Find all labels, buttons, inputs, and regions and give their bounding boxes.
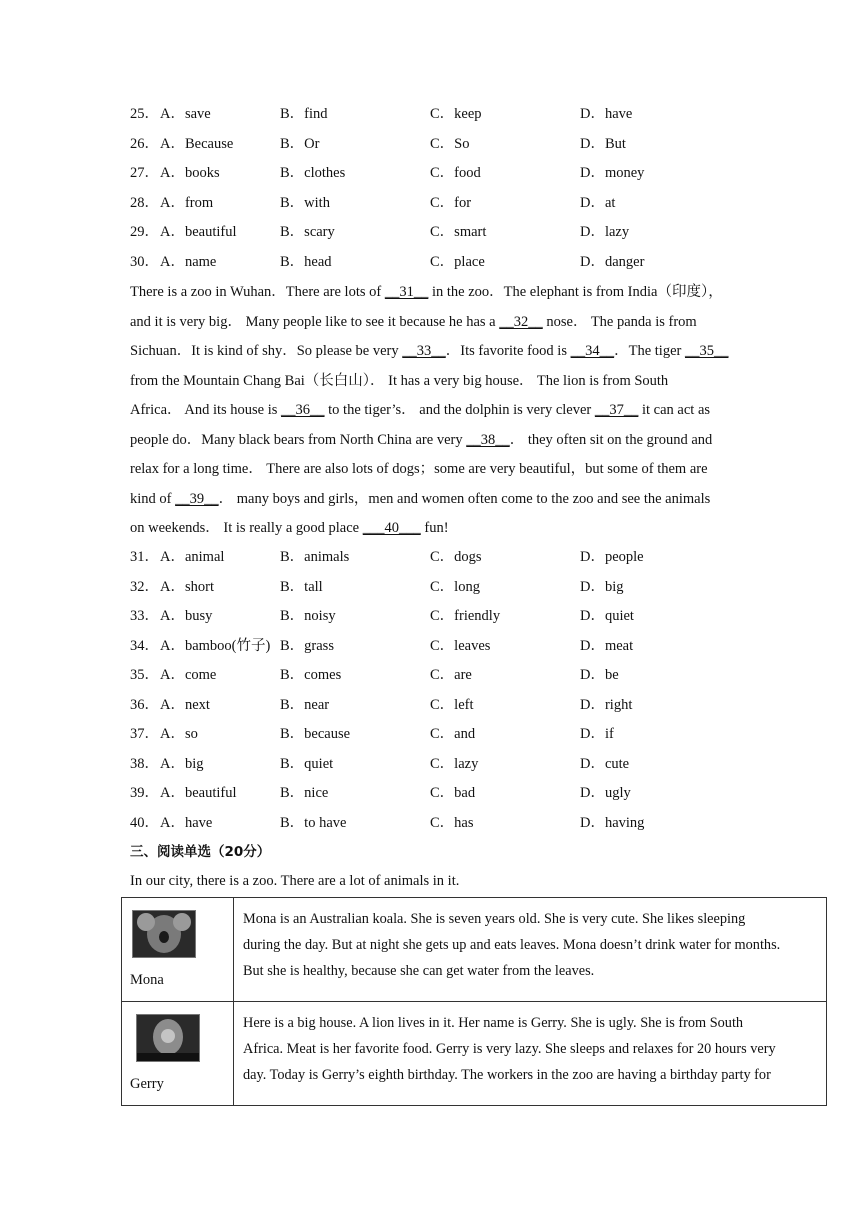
passage-line [130, 489, 710, 509]
lion-photo [136, 1014, 200, 1062]
table-row [122, 898, 827, 1002]
passage-text: ．Its favorite food is [445, 343, 571, 359]
passage-line [130, 341, 728, 361]
option-c: C．bad [430, 785, 476, 801]
option-c: C．smart [430, 224, 487, 241]
option-d: D．ugly [580, 785, 631, 801]
option-b: B．animals [280, 549, 350, 565]
passage-text: fun! [420, 520, 449, 536]
description-line: during the day. But at night she gets up and eats leaves. Mona doesn’t drink water for months. [243, 937, 781, 953]
passage-text: relax for a long time． There are also lots of dogs；some are very beautiful，but some of them are [130, 461, 708, 477]
passage-line [130, 371, 668, 391]
option-b: B．tall [280, 578, 323, 595]
question-number: 32． [130, 578, 159, 595]
option-c: C．and [430, 726, 476, 742]
option-c: C．are [430, 667, 472, 683]
question-number: 25． [130, 106, 159, 122]
answer-blank: __33__ [402, 343, 446, 359]
passage-text: and it is very big． Many people like to see it because he has a [130, 313, 500, 330]
option-c: C．friendly [430, 608, 501, 624]
table-row [122, 1002, 827, 1106]
option-d: D．money [580, 165, 645, 182]
answer-blank: ___40___ [362, 520, 421, 536]
passage-line [130, 518, 449, 538]
answer-blank: __32__ [499, 313, 543, 330]
option-a: A．come [160, 667, 217, 683]
option-c: C．has [430, 814, 474, 831]
passage-text: ． many boys and girls，men and women often come to the zoo and see the animals [218, 490, 711, 507]
passage-text: from the Mountain Chang Bai（长白山）． It has a very big house． The lion is from South [130, 372, 669, 389]
option-d: D．But [580, 135, 626, 152]
question-number: 30． [130, 254, 159, 270]
option-d: D．having [580, 814, 645, 831]
passage-line [130, 282, 723, 302]
passage-line [130, 312, 697, 332]
option-c: C．So [430, 135, 470, 152]
passage-text: it can act as [638, 402, 711, 418]
option-a: A．so [160, 726, 198, 742]
passage-text: on weekends． It is really a good place [130, 520, 363, 536]
passage-line [130, 400, 710, 420]
animal-photo-cell [122, 1002, 234, 1106]
passage-text: kind of [130, 490, 176, 507]
answer-blank: __38__ [466, 431, 510, 448]
option-c: C．leaves [430, 637, 491, 654]
option-d: D．cute [580, 755, 630, 772]
option-b: B．scary [280, 224, 335, 241]
animal-table [121, 897, 827, 1106]
question-number: 31． [130, 549, 159, 565]
answer-blank: __31__ [384, 284, 429, 300]
question-number: 39． [130, 785, 159, 801]
option-b: B．near [280, 696, 330, 713]
option-c: C．lazy [430, 755, 479, 772]
description-line: But she is healthy, because she can get water from the leaves. [243, 963, 595, 979]
option-a: A．save [160, 106, 211, 122]
option-a: A．next [160, 696, 210, 713]
option-a: A．beautiful [160, 785, 237, 801]
option-c: C．food [430, 165, 481, 182]
option-a: A．beautiful [160, 224, 237, 241]
option-d: D．meat [580, 637, 634, 654]
option-a: A．bamboo(竹子) [160, 637, 271, 654]
question-number: 34． [130, 637, 159, 654]
question-number: 35． [130, 667, 159, 683]
option-d: D．at [580, 194, 616, 211]
option-d: D．people [580, 549, 644, 565]
description-line: Africa. Meat is her favorite food. Gerry is very lazy. She sleeps and relaxes for 20 hours very [243, 1041, 776, 1057]
option-b: B．Or [280, 135, 320, 152]
passage-text: people do．Many black bears from North China are very [130, 431, 467, 448]
option-d: D．be [580, 667, 619, 683]
section-intro: In our city, there is a zoo. There are a lot of animals in it. [130, 873, 460, 889]
question-number: 37． [130, 726, 159, 742]
description-line: Mona is an Australian koala. She is seven years old. She is very cute. She likes sleeping [243, 911, 746, 927]
animal-description [234, 1002, 827, 1106]
passage-text: to the tiger’s． and the dolphin is very clever [324, 402, 595, 418]
option-a: A．have [160, 814, 213, 831]
option-b: B．grass [280, 637, 334, 654]
answer-blank: __35__ [684, 343, 729, 359]
option-d: D．big [580, 578, 624, 595]
option-a: A．big [160, 755, 204, 772]
animal-name: Gerry [130, 1076, 164, 1092]
passage-text: nose． The panda is from [542, 313, 697, 330]
question-number: 26． [130, 135, 159, 152]
option-c: C．place [430, 254, 485, 270]
question-number: 29． [130, 224, 159, 241]
answer-blank: __34__ [570, 343, 615, 359]
answer-blank: __37__ [594, 402, 639, 418]
option-b: B．nice [280, 785, 329, 801]
option-b: B．with [280, 194, 330, 211]
option-a: A．short [160, 578, 214, 595]
option-b: B．clothes [280, 165, 346, 182]
option-d: D．have [580, 106, 633, 122]
animal-photo-cell [122, 898, 234, 1002]
section-heading: 三、阅读单选（20分） [130, 844, 271, 860]
passage-line [130, 459, 708, 479]
question-number: 27． [130, 165, 159, 182]
passage-text: in the zoo．The elephant is from India（印度）， [428, 284, 723, 300]
option-c: C．dogs [430, 549, 482, 565]
animal-name: Mona [130, 972, 164, 988]
option-a: A．Because [160, 135, 234, 152]
option-d: D．danger [580, 254, 645, 270]
option-c: C．long [430, 578, 480, 595]
option-c: C．keep [430, 106, 482, 122]
option-a: A．name [160, 254, 217, 270]
description-line: day. Today is Gerry’s eighth birthday. The workers in the zoo are having a birthday party for [243, 1067, 771, 1083]
option-b: B．to have [280, 814, 347, 831]
question-number: 28． [130, 194, 159, 211]
answer-blank: __36__ [281, 402, 325, 418]
passage-line [130, 430, 712, 450]
option-d: D．quiet [580, 608, 634, 624]
option-a: A．animal [160, 549, 225, 565]
option-a: A．busy [160, 608, 213, 624]
answer-blank: __39__ [175, 490, 219, 507]
question-number: 33． [130, 608, 159, 624]
option-a: A．books [160, 165, 220, 182]
option-b: B．noisy [280, 608, 336, 624]
question-number: 36． [130, 696, 159, 713]
koala-photo [132, 910, 196, 958]
option-d: D．if [580, 726, 614, 742]
option-d: D．lazy [580, 224, 630, 241]
option-c: C．for [430, 194, 472, 211]
question-number: 38． [130, 755, 159, 772]
option-c: C．left [430, 696, 474, 713]
passage-text: ．The tiger [614, 343, 685, 359]
passage-text: ． they often sit on the ground and [509, 431, 713, 448]
passage-text: There is a zoo in Wuhan．There are lots of [130, 284, 385, 300]
option-b: B．because [280, 726, 351, 742]
option-b: B．comes [280, 667, 342, 683]
animal-description [234, 898, 827, 1002]
option-a: A．from [160, 194, 214, 211]
option-b: B．quiet [280, 755, 334, 772]
option-d: D．right [580, 696, 633, 713]
question-number: 40． [130, 814, 159, 831]
option-b: B．find [280, 106, 328, 122]
passage-text: Sichuan．It is kind of shy．So please be very [130, 343, 403, 359]
description-line: Here is a big house. A lion lives in it. Her name is Gerry. She is ugly. She is from South [243, 1015, 744, 1031]
option-b: B．head [280, 254, 332, 270]
passage-text: Africa． And its house is [130, 402, 282, 418]
